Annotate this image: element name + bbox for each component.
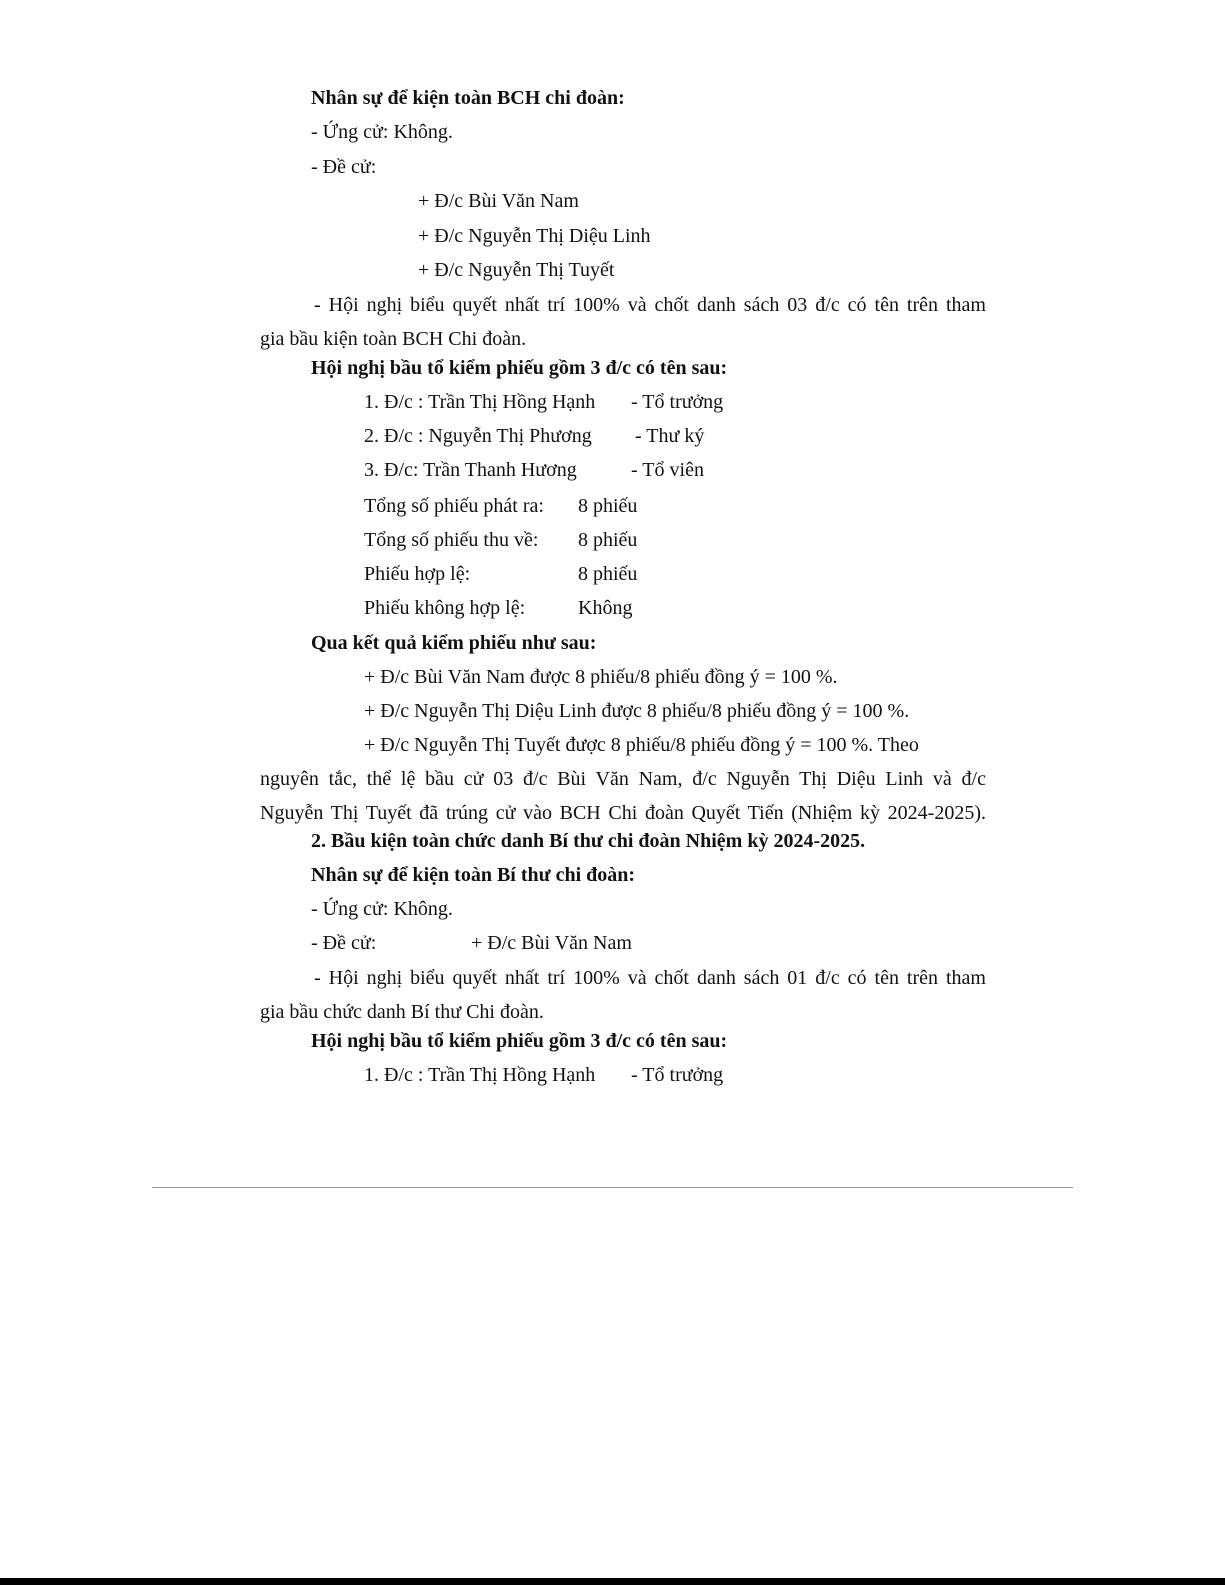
result-item: + Đ/c Bùi Văn Nam được 8 phiếu/8 phiếu đồng ý = 100 %. (364, 666, 838, 688)
bottom-edge-bar (0, 1578, 1225, 1585)
ballot-value: 8 phiếu (578, 495, 638, 517)
section1-heading: Nhân sự để kiện toàn BCH chi đoàn: (311, 87, 625, 109)
ballot-label: Phiếu không hợp lệ: (364, 597, 526, 619)
section2-ung-cu: - Ứng cử: Không. (311, 898, 453, 920)
counting-member-role: - Thư ký (635, 425, 705, 447)
candidate-item: + Đ/c Nguyễn Thị Diệu Linh (418, 225, 651, 247)
ballot-value: 8 phiếu (578, 529, 638, 551)
vote-para-line1: - Hội nghị biểu quyết nhất trí 100% và chốt danh sách 03 đ/c có tên trên tham (314, 294, 986, 316)
section2-candidate: + Đ/c Bùi Văn Nam (471, 932, 632, 954)
vote-para-line1: - Hội nghị biểu quyết nhất trí 100% và chốt danh sách 01 đ/c có tên trên tham (314, 967, 986, 989)
section1-vote-paragraph (260, 288, 986, 356)
ballot-label: Tổng số phiếu thu về: (364, 529, 539, 551)
section2-title: 2. Bầu kiện toàn chức danh Bí thư chi đoàn Nhiệm kỳ 2024-2025. (311, 830, 866, 852)
ballot-value: Không (578, 597, 633, 619)
counting-member-name: 3. Đ/c: Trần Thanh Hương (364, 459, 577, 481)
results-heading: Qua kết quả kiểm phiếu như sau: (311, 632, 597, 654)
vote-para-line2: gia bầu kiện toàn BCH Chi đoàn. (260, 328, 527, 350)
counting-member-role: - Tổ trưởng (631, 1064, 724, 1086)
result-item: + Đ/c Nguyễn Thị Diệu Linh được 8 phiếu/8 phiếu đồng ý = 100 %. (364, 700, 910, 722)
counting-member-name: 1. Đ/c : Trần Thị Hồng Hạnh (364, 391, 596, 413)
ballot-label: Tổng số phiếu phát ra: (364, 495, 544, 517)
counting-member-name: 2. Đ/c : Nguyễn Thị Phương (364, 425, 592, 447)
section1-de-cu-label: - Đề cử: (311, 156, 377, 178)
section2-heading: Nhân sự để kiện toàn Bí thư chi đoàn: (311, 864, 636, 886)
ballot-label: Phiếu hợp lệ: (364, 563, 471, 585)
counting-member-role: - Tổ trưởng (631, 391, 724, 413)
section2-de-cu-label: - Đề cử: (311, 932, 377, 954)
section2-counting-heading: Hội nghị bầu tổ kiểm phiếu gồm 3 đ/c có tên sau: (311, 1030, 728, 1052)
conclusion-line2: Nguyễn Thị Tuyết đã trúng cử vào BCH Chi đoàn Quyết Tiến (Nhiệm kỳ 2024-2025). (260, 802, 986, 824)
section1-ung-cu: - Ứng cử: Không. (311, 121, 453, 143)
section1-conclusion (260, 762, 986, 830)
ballot-value: 8 phiếu (578, 563, 638, 585)
candidate-item: + Đ/c Bùi Văn Nam (418, 190, 579, 212)
section2-vote-paragraph (260, 961, 986, 1029)
conclusion-line1: nguyên tắc, thể lệ bầu cử 03 đ/c Bùi Văn Nam, đ/c Nguyễn Thị Diệu Linh và đ/c (260, 768, 986, 790)
counting-member-name: 1. Đ/c : Trần Thị Hồng Hạnh (364, 1064, 596, 1086)
candidate-item: + Đ/c Nguyễn Thị Tuyết (418, 259, 615, 281)
result-item: + Đ/c Nguyễn Thị Tuyết được 8 phiếu/8 phiếu đồng ý = 100 %. Theo (364, 734, 919, 756)
section1-counting-heading: Hội nghị bầu tổ kiểm phiếu gồm 3 đ/c có tên sau: (311, 357, 728, 379)
vote-para-line2: gia bầu chức danh Bí thư Chi đoàn. (260, 1001, 544, 1023)
page-separator (152, 1187, 1073, 1188)
counting-member-role: - Tổ viên (631, 459, 704, 481)
